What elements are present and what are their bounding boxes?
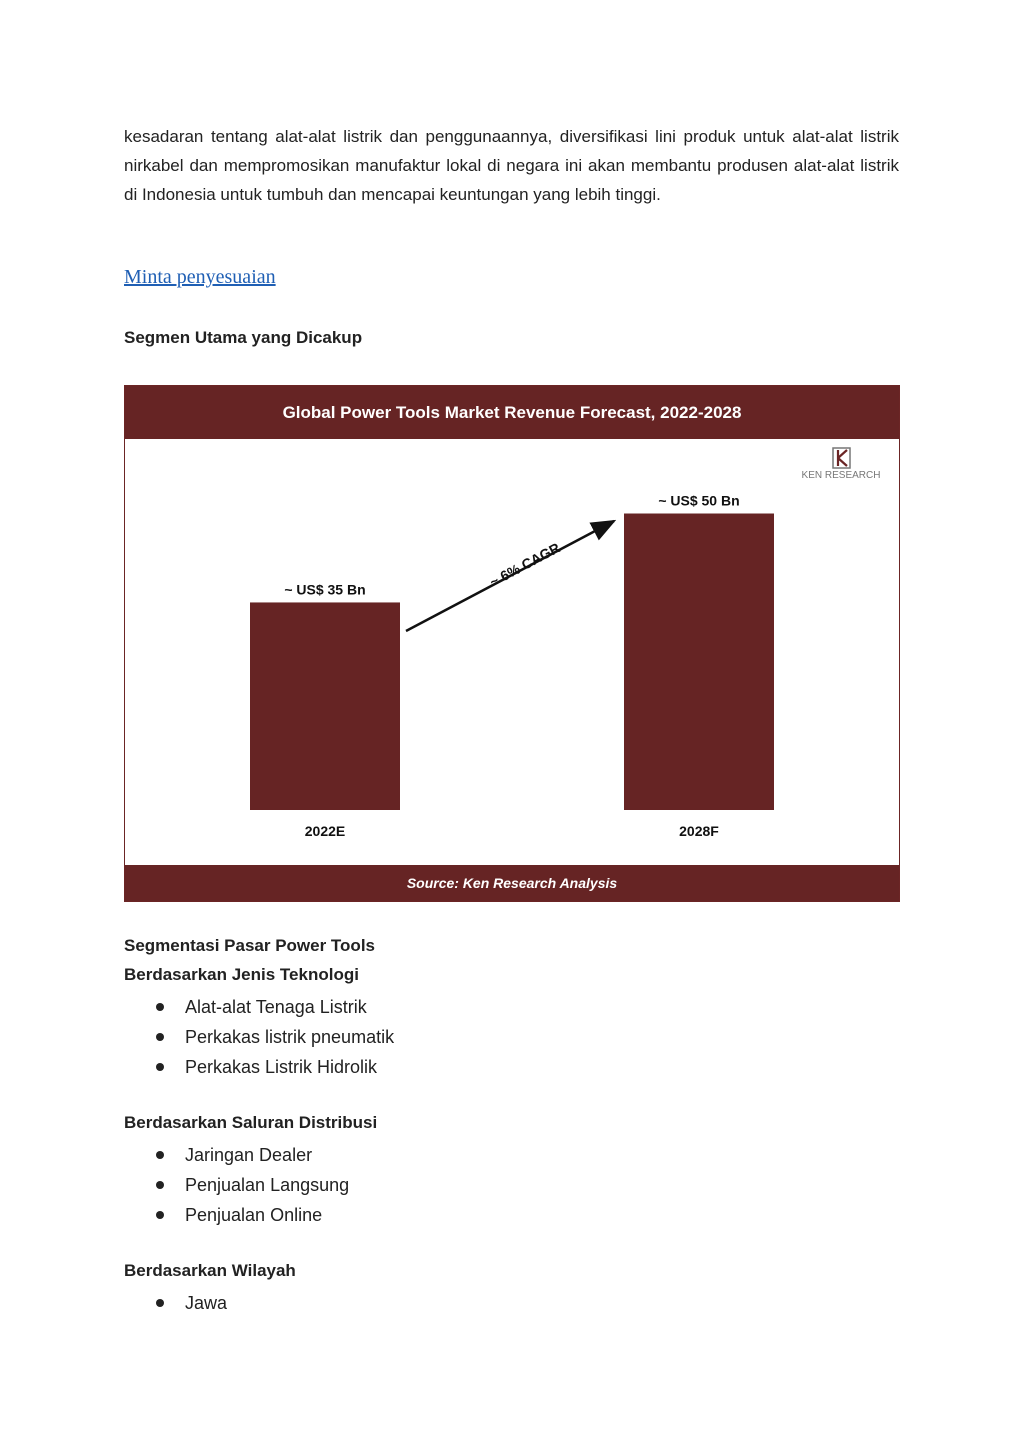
list-item: Alat-alat Tenaga Listrik <box>124 992 394 1022</box>
bullet-icon <box>156 1151 164 1159</box>
svg-text:KEN RESEARCH: KEN RESEARCH <box>801 470 881 481</box>
list-item: Perkakas listrik pneumatik <box>124 1022 394 1052</box>
bullet-icon <box>156 1181 164 1189</box>
list-item: Penjualan Online <box>124 1200 349 1230</box>
segments-heading: Segmen Utama yang Dicakup <box>124 328 363 347</box>
bar-2028F <box>624 514 774 811</box>
technology-heading: Berdasarkan Jenis Teknologi <box>124 965 359 984</box>
market-forecast-figure <box>124 385 900 902</box>
channel-heading: Berdasarkan Saluran Distribusi <box>124 1113 378 1132</box>
technology-list <box>124 992 394 1082</box>
list-item: Perkakas Listrik Hidrolik <box>124 1052 394 1082</box>
bullet-icon <box>156 1299 164 1307</box>
chart-title: Global Power Tools Market Revenue Forecast, 2022-2028 <box>125 386 899 439</box>
bullet-icon <box>156 1003 164 1011</box>
chart-source: Source: Ken Research Analysis <box>125 865 899 901</box>
bar-2022E <box>250 602 400 810</box>
cagr-annotation: ~ 6% CAGR <box>486 539 563 590</box>
revenue-bar-chart <box>125 386 899 901</box>
ken-research-logo <box>802 448 881 481</box>
channel-list <box>124 1140 349 1230</box>
bullet-icon <box>156 1063 164 1071</box>
segmentation-title: Segmentasi Pasar Power Tools <box>124 936 375 955</box>
bullet-icon <box>156 1033 164 1041</box>
list-item: Jaringan Dealer <box>124 1140 349 1170</box>
data-label-2028F: ~ US$ 50 Bn <box>658 492 740 509</box>
request-customization-link[interactable]: Minta penyesuaian <box>124 266 276 288</box>
tick-label-2022E: 2022E <box>304 823 346 839</box>
tick-label-2028F: 2028F <box>679 823 719 839</box>
bullet-icon <box>156 1211 164 1219</box>
region-heading: Berdasarkan Wilayah <box>124 1261 296 1280</box>
data-label-2022E: ~ US$ 35 Bn <box>284 581 366 598</box>
region-list <box>124 1288 227 1318</box>
intro-paragraph: kesadaran tentang alat-alat listrik dan penggunaannya, diversifikasi lini produk untuk alat-alat listrik nirkabel dan mempromosikan manufaktur lokal di negara ini akan membantu produsen alat-alat listrik di Indonesia untuk tumbuh dan mencapai keuntungan yang lebih tinggi. <box>124 127 899 204</box>
list-item: Penjualan Langsung <box>124 1170 349 1200</box>
list-item: Jawa <box>124 1288 227 1318</box>
